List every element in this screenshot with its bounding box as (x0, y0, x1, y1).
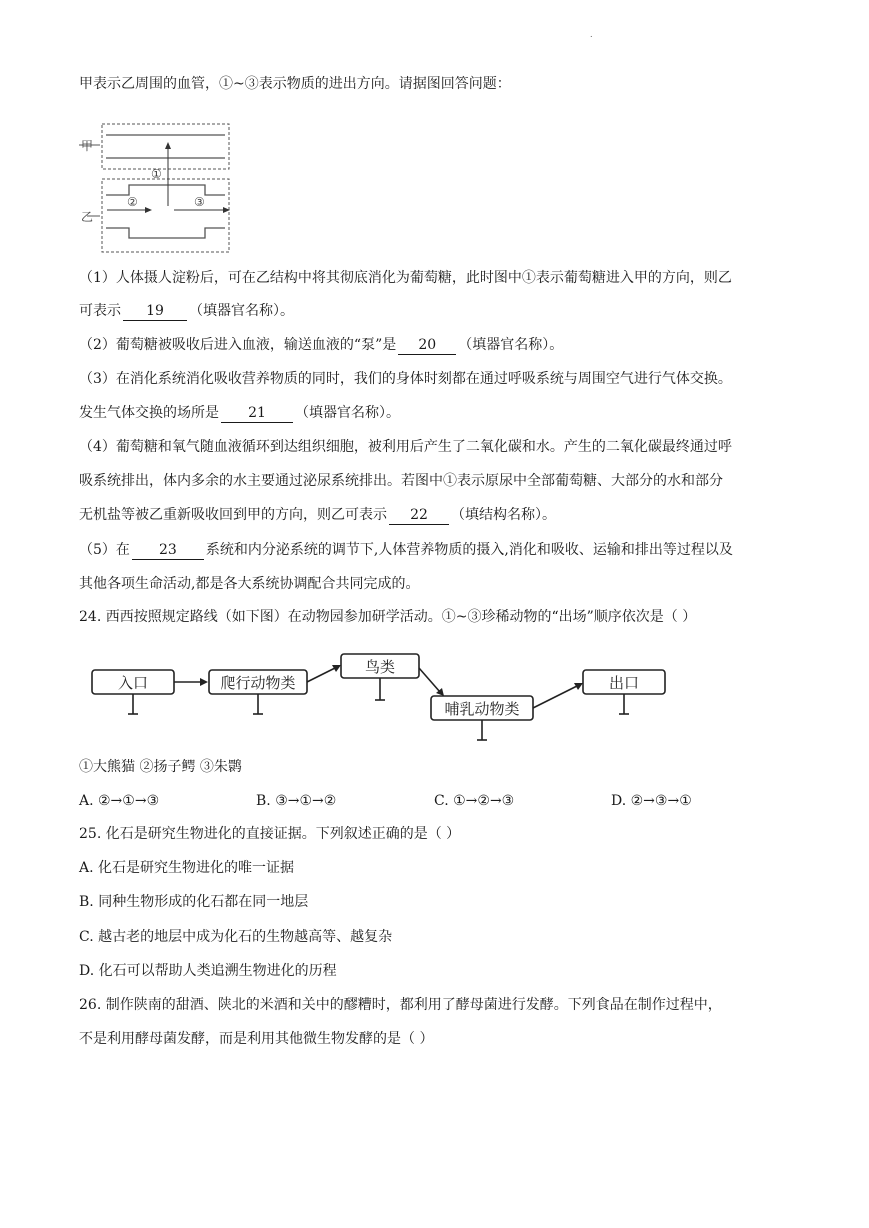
q26-line1: 26. 制作陕南的甜酒、陕北的米酒和关中的醪糟时，都利用了酵母菌进行发酵。下列食品在制作过程中， (79, 997, 722, 1013)
q5-line2: 其他各项生命活动,都是各大系统协调配合共同完成的。 (79, 576, 420, 592)
zoo-route-diagram (88, 650, 670, 746)
q24-option-b[interactable]: B. ③→①→② (256, 793, 337, 809)
blank-21: 21 (221, 404, 293, 423)
q25-option-b[interactable]: B. 同种生物形成的化石都在同一地层 (79, 894, 309, 910)
intro-text: 甲表示乙周围的血管，①~③表示物质的进出方向。请据图回答问题： (79, 76, 511, 92)
q3-line2: 发生气体交换的场所是 21 （填器官名称）。 (79, 405, 400, 421)
label-yi: 乙 (81, 210, 94, 224)
arrow2-label: ② (127, 195, 138, 209)
arrow1-label: ① (151, 167, 162, 181)
sign-exit-label: 出口 (608, 674, 640, 692)
q24-option-d[interactable]: D. ②→③→① (611, 793, 692, 809)
arrow3-label: ③ (194, 195, 205, 209)
sign-birds-label: 鸟类 (364, 658, 396, 676)
q25-option-a[interactable]: A. 化石是研究生物进化的唯一证据 (79, 860, 295, 876)
q24-animals: ①大熊猫 ②扬子鳄 ③朱鹮 (79, 759, 242, 775)
q2-line: （2）葡萄糖被吸收后进入血液，输送血液的“泵”是 20 （填器官名称）。 (79, 337, 564, 353)
label-jia: 甲 (81, 139, 94, 153)
blank-19: 19 (123, 302, 187, 321)
q5-line1: （5）在 23 系统和内分泌系统的调节下,人体营养物质的摄入,消化和吸收、运输和排出等过程以及 (79, 542, 733, 558)
q25-stem: 25. 化石是研究生物进化的直接证据。下列叙述正确的是（ ） (79, 826, 461, 842)
sign-reptiles-label: 爬行动物类 (220, 674, 296, 692)
q3-line1: （3）在消化系统消化吸收营养物质的同时，我们的身体时刻都在通过呼吸系统与周围空气进行气体交换。 (79, 371, 732, 387)
absorption-diagram (79, 118, 249, 256)
q26-line2: 不是利用酵母菌发酵，而是利用其他微生物发酵的是（ ） (79, 1031, 434, 1047)
blank-23: 23 (132, 541, 204, 560)
q4-line2: 吸系统排出，体内多余的水主要通过泌尿系统排出。若图中①表示原尿中全部葡萄糖、大部分的水和部分 (79, 473, 723, 489)
q4-line3: 无机盐等被乙重新吸收回到甲的方向，则乙可表示 22 （填结构名称）。 (79, 507, 556, 523)
header-dot: . (590, 30, 593, 39)
q25-option-d[interactable]: D. 化石可以帮助人类追溯生物进化的历程 (79, 963, 337, 979)
q1-line2: 可表示 19 （填器官名称）。 (79, 303, 294, 319)
q1-line1: （1）人体摄人淀粉后，可在乙结构中将其彻底消化为葡萄糖，此时图中①表示葡萄糖进入甲的方向，则乙 (79, 270, 732, 286)
jia-box (102, 124, 229, 169)
q4-line1: （4）葡萄糖和氧气随血液循环到达组织细胞，被利用后产生了二氧化碳和水。产生的二氧化碳最终通过呼 (79, 439, 732, 455)
q24-option-a[interactable]: A. ②→①→③ (79, 793, 160, 809)
sign-entrance-label: 入口 (117, 674, 149, 692)
q24-option-c[interactable]: C. ①→②→③ (434, 793, 515, 809)
yi-box (102, 179, 229, 252)
blank-20: 20 (398, 336, 456, 355)
q25-option-c[interactable]: C. 越古老的地层中成为化石的生物越高等、越复杂 (79, 929, 393, 945)
sign-mammals-label: 哺乳动物类 (444, 700, 520, 718)
q24-stem: 24. 西西按照规定路线（如下图）在动物园参加研学活动。①~③珍稀动物的“出场”顺序依次是（ ） (79, 609, 697, 625)
blank-22: 22 (389, 506, 449, 525)
